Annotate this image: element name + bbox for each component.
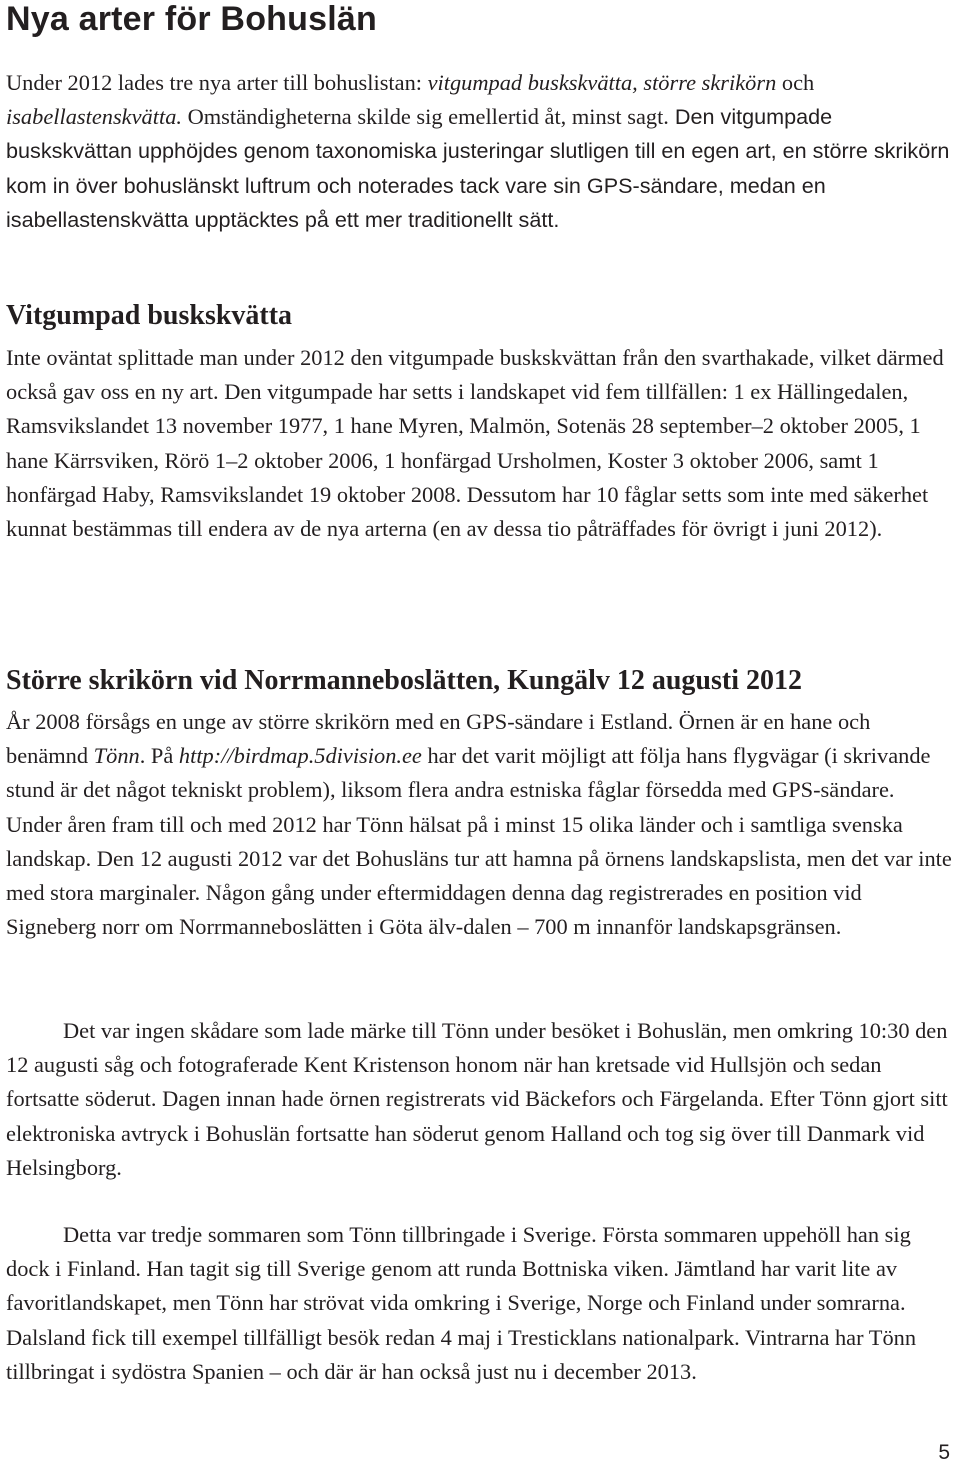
- skrikorn-paragraph-2: Det var ingen skådare som lade märke till Tönn under besöket i Bohuslän, men omkring 10:30 den 12 augusti såg och fotograferade Kent Kristenson honom när han kretsade vid Hullsjön och sedan fortsatte söderut. Dagen innan hade örnen registrerats vid Bäckefors och Färgelanda. Efter Tönn gjort sitt elektroniska avtryck i Bohuslän fortsatte han söderut genom Halland och tog sig över till Danmark vid Helsingborg.: [6, 1018, 948, 1180]
- intro-text-4: Den vitgumpade buskskvättan upphöjdes genom taxonomiska justeringar slutligen till en egen art, en större skrikörn kom in över bohuslänskt luftrum och noterades tack vare sin GPS-sändare, medan en isabellastenskvätta upptäcktes på ett mer traditionellt sätt.: [6, 104, 950, 232]
- intro-text-2: och: [776, 70, 815, 95]
- section-heading-skrikorn: Större skrikörn vid Norrmanneboslätten, Kungälv 12 augusti 2012: [6, 665, 802, 696]
- intro-paragraph: [6, 66, 954, 237]
- skrikorn-p1-text-a: År 2008 försågs en unge av större skrikörn med en GPS-sändare i Estland. Örnen är en hane och benämnd: [6, 709, 871, 769]
- intro-species-1: vitgumpad buskskvätta, större skrikörn: [427, 70, 777, 95]
- skrikorn-p1-text-b: . På: [139, 743, 179, 769]
- birdmap-url: http://birdmap.5division.ee: [178, 743, 422, 769]
- vitgumpad-paragraph: Inte oväntat splittade man under 2012 den vitgumpade buskskvättan från den svarthakade, vilket därmed också gav oss en ny art. Den vitgumpade har setts i landskapet vid fem tillfällen: 1 ex Hällingedalen, Ramsvikslandet 13 november 1977, 1 hane Myren, Malmön, Sotenäs 28 september–2 oktober 2005, 1 hane Kärrsviken, Rörö 1–2 oktober 2006, 1 honfärgad Ursholmen, Koster 3 oktober 2006, samt 1 honfärgad Haby, Ramsvikslandet 19 oktober 2008. Dessutom har 10 fåglar setts som inte med säkerhet kunnat bestämmas till endera av de nya arterna (en av dessa tio påträffades för övrigt i juni 2012).: [6, 345, 944, 542]
- page-number: 5: [938, 1441, 950, 1464]
- section-heading-vitgumpad: Vitgumpad buskskvätta: [6, 300, 293, 331]
- intro-species-2: isabellastenskvätta.: [6, 104, 182, 130]
- eagle-name: Tönn: [93, 743, 140, 769]
- skrikorn-paragraph-3: Detta var tredje sommaren som Tönn tillbringade i Sverige. Första sommaren uppehöll han sig dock i Finland. Han tagit sig till Sverige genom att runda Bottniska viken. Jämtland har varit lite av favoritlandskapet, men Tönn har strövat vida omkring i Sverige, Norge och Finland under somrarna. Dalsland fick till exempel tillfälligt besök redan 4 maj i Tresticklans nationalpark. Vintrarna har Tönn tillbringat i sydöstra Spanien – och där är han också just nu i december 2013.: [6, 1222, 917, 1384]
- skrikorn-p1-text-c: har det varit möjligt att följa hans flygvägar (i skrivande stund är det något tekniskt problem), liksom flera andra estniska fåglar försedda med GPS-sändare. Under åren fram till och med 2012 har Tönn hälsat på i minst 15 olika länder och i samtliga svenska landskap. Den 12 augusti 2012 var det Bohusläns tur att hamna på örnens landskapslista, men det var inte med stora marginaler. Någon gång under eftermiddagen denna dag registrerades en position vid Signeberg norr om Norrmanneboslätten i Göta älv-dalen – 700 m innanför landskapsgränsen.: [6, 743, 952, 940]
- skrikorn-paragraph-1: [6, 705, 954, 944]
- page-title: Nya arter för Bohuslän: [6, 0, 377, 38]
- intro-text-3: Omständigheterna skilde sig emellertid åt, minst sagt.: [182, 104, 669, 130]
- intro-text-1: Under 2012 lades tre nya arter till bohuslistan:: [6, 70, 428, 95]
